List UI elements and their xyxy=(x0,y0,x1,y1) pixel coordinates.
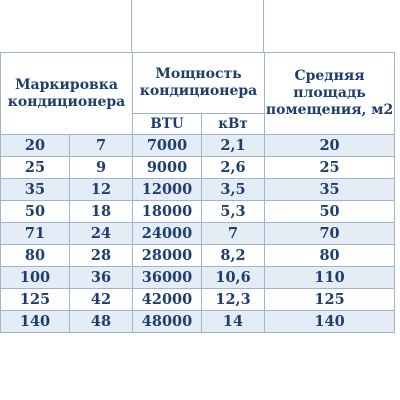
spec-table-wrapper xyxy=(0,52,400,333)
marking-a-cell: 100 xyxy=(1,267,70,289)
marking-a-cell: 25 xyxy=(1,157,70,179)
area-cell: 70 xyxy=(265,223,395,245)
marking-a-cell: 80 xyxy=(1,245,70,267)
area-cell: 80 xyxy=(265,245,395,267)
area-cell: 20 xyxy=(265,135,395,157)
kw-cell: 8,2 xyxy=(202,245,265,267)
marking-header: Маркировка кондиционера xyxy=(1,53,133,135)
marking-b-cell: 42 xyxy=(70,289,133,311)
table-body xyxy=(1,135,395,333)
area-header: Средняя площадь помещения, м2 xyxy=(265,53,395,135)
marking-b-cell: 28 xyxy=(70,245,133,267)
area-cell: 25 xyxy=(265,157,395,179)
table-row xyxy=(1,223,395,245)
kw-cell: 14 xyxy=(202,311,265,333)
btu-cell: 9000 xyxy=(133,157,202,179)
marking-a-cell: 125 xyxy=(1,289,70,311)
marking-b-cell: 48 xyxy=(70,311,133,333)
table-row xyxy=(1,157,395,179)
btu-cell: 18000 xyxy=(133,201,202,223)
marking-b-cell: 36 xyxy=(70,267,133,289)
area-cell: 35 xyxy=(265,179,395,201)
kw-cell: 7 xyxy=(202,223,265,245)
top-divider-right xyxy=(263,0,264,52)
kw-cell: 12,3 xyxy=(202,289,265,311)
btu-cell: 36000 xyxy=(133,267,202,289)
marking-b-cell: 18 xyxy=(70,201,133,223)
power-header: Мощность кондиционера xyxy=(133,53,265,114)
btu-cell: 24000 xyxy=(133,223,202,245)
kw-cell: 5,3 xyxy=(202,201,265,223)
marking-a-cell: 140 xyxy=(1,311,70,333)
area-cell: 50 xyxy=(265,201,395,223)
marking-a-cell: 20 xyxy=(1,135,70,157)
table-row xyxy=(1,245,395,267)
btu-cell: 42000 xyxy=(133,289,202,311)
btu-cell: 12000 xyxy=(133,179,202,201)
kw-cell: 3,5 xyxy=(202,179,265,201)
kw-cell: 2,6 xyxy=(202,157,265,179)
area-cell: 140 xyxy=(265,311,395,333)
btu-header: BTU xyxy=(133,114,202,135)
table-row xyxy=(1,201,395,223)
marking-b-cell: 24 xyxy=(70,223,133,245)
area-cell: 110 xyxy=(265,267,395,289)
marking-b-cell: 9 xyxy=(70,157,133,179)
kw-cell: 2,1 xyxy=(202,135,265,157)
table-row xyxy=(1,267,395,289)
area-cell: 125 xyxy=(265,289,395,311)
kw-header: кВт xyxy=(202,114,265,135)
top-divider-left xyxy=(131,0,132,52)
marking-a-cell: 50 xyxy=(1,201,70,223)
marking-b-cell: 7 xyxy=(70,135,133,157)
kw-cell: 10,6 xyxy=(202,267,265,289)
btu-cell: 48000 xyxy=(133,311,202,333)
marking-a-cell: 71 xyxy=(1,223,70,245)
table-row xyxy=(1,289,395,311)
marking-a-cell: 35 xyxy=(1,179,70,201)
table-row xyxy=(1,179,395,201)
air-conditioner-spec-table xyxy=(0,52,395,333)
marking-b-cell: 12 xyxy=(70,179,133,201)
btu-cell: 7000 xyxy=(133,135,202,157)
table-row xyxy=(1,311,395,333)
table-row xyxy=(1,135,395,157)
btu-cell: 28000 xyxy=(133,245,202,267)
